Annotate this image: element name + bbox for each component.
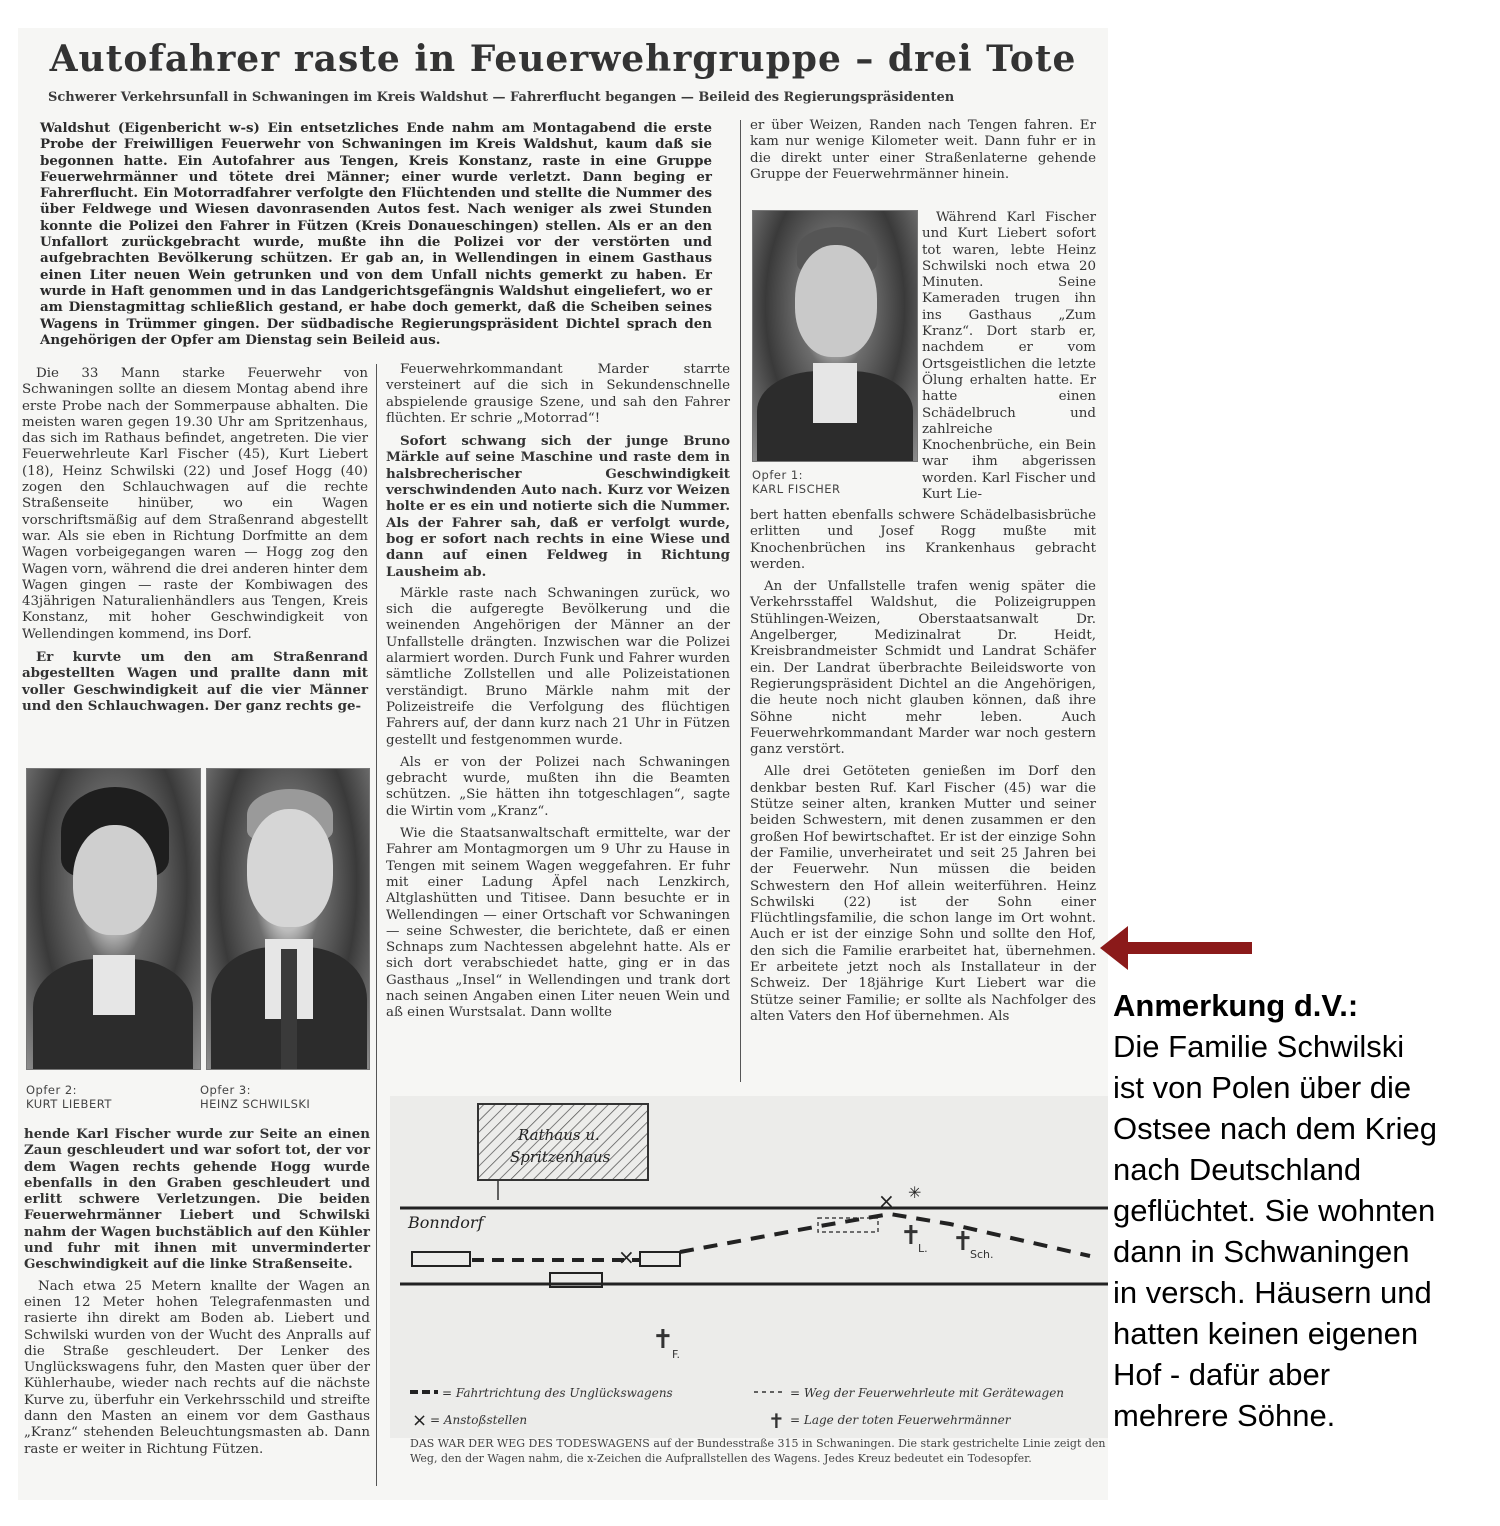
bonndorf-label: Bonndorf [408, 1213, 484, 1232]
paragraph: Er kurvte um den am Straßenrand abgestellten Wagen und prallte dann mit voller Geschwindigkeit auf die vier Männer und den Schlauchwagen. Der ganz rechts ge- [22, 649, 368, 714]
note-line: in versch. Häusern und [1113, 1275, 1432, 1310]
paragraph: Nach etwa 25 Metern knallte der Wagen an einen 12 Meter hohen Telegrafenmasten und rasierte ihn direkt am Boden ab. Liebert und Schwilski wurden von der Wucht des Anpralls auf die Straße geschleudert. Der Lenker des Unglückswagens fuhr, den Masten quer über der Kühlerhaube, wieder nach rechts auf die nächste Kurve zu, überfuhr ein Verkehrsschild und streifte dann den Masten an einem vor dem Gasthaus „Kranz“ stehenden Beleuchtungsmasten ab. Dann raste er weiter in Richtung Fützen. [24, 1278, 370, 1457]
paragraph: Alle drei Getöteten genießen im Dorf den denkbar besten Ruf. Karl Fischer (45) war die Stütze seiner alten, kranken Mutter und seiner beiden Schwestern, mit denen zusammen er den großen Hof bewirtschaftet. Er ist der einzige Sohn der Familie, unverheiratet und seit 25 Jahren bei der Feuerwehr. Nun müssen die beiden Schwestern den Hof allein weiterführen. Heinz Schwilski (22) ist der Sohn einer Flüchtlingsfamilie, die schon lange im Ort wohnt. Auch er ist der einzige Sohn und sollte den Hof, den sich die Familie erarbeitet hat, übernehmen. Er arbeitete jetzt noch als Installateur in der Schweiz. Der 18jährige Kurt Liebert war die Stütze seiner Familie; er sollte als Nachfolger des alten Vaters den Hof übernehmen. Als [750, 764, 1096, 1024]
note-line: hatten keinen eigenen [1113, 1316, 1419, 1351]
column-1-bottom [24, 1126, 370, 1464]
legend-x-icon: × [412, 1410, 428, 1431]
note-line: dann in Schwaningen [1113, 1234, 1410, 1269]
mast-icon: ✳ [908, 1183, 922, 1202]
subheadline: Schwerer Verkehrsunfall in Schwaningen im Kreis Waldshut — Fahrerflucht begangen — Beileid des Regierungspräsidenten [48, 90, 955, 105]
cross-label-sch: Sch. [970, 1248, 994, 1261]
paragraph: Märkle raste nach Schwaningen zurück, wo sich die aufgeregte Bevölkerung und die weinenden Angehörigen der Männer an der Unfallstelle drängten. Inzwischen war die Polizei alarmiert worden. Durch Funk und Fahrer wurden sämtliche Zollstellen und alle Polizeistationen verständigt. Bruno Märkle nahm mit der Polizeistreife die Verfolgung des flüchtigen Fahrers auf, der dann kurz nach 21 Uhr in Fützen gestellt und festgenommen wurde. [386, 585, 730, 748]
headline: Autofahrer raste in Feuerwehrgruppe – drei Tote [49, 38, 1077, 80]
editor-note [1113, 985, 1497, 1436]
impact-mark-1: × [618, 1245, 635, 1269]
note-line: ist von Polen über die [1113, 1070, 1412, 1105]
paragraph: Sofort schwang sich der junge Bruno Märkle auf seine Maschine und raste dem in halsbrecherischer Geschwindigkeit verschwindenden Auto nach. Kurz vor Weizen holte er es ein und notierte sich die Nummer. Als der Fahrer sah, daß er verfolgt wurde, bog er sofort nach rechts in eine Wiese und dann auf einen Feldweg in Richtung Lausheim ab. [386, 433, 730, 580]
column-rule [376, 364, 377, 1486]
photo-kurt-liebert [26, 768, 201, 1070]
photo-karl-fischer [752, 210, 918, 462]
column-2 [386, 362, 730, 1028]
caption-opfer-2: Opfer 2: KURT LIEBERT [26, 1083, 112, 1111]
paragraph: hende Karl Fischer wurde zur Seite an einen Zaun geschleudert und war sofort tot, der vor dem Wagen rechts gehende Hogg wurde ebenfalls in den Graben geschleudert und erlitt schwere Verletzungen. Die beiden Feuerwehrmänner Liebert und Schwilski nahm der Wagen buchstäblich auf den Kühler und fuhr mit ihnen mit unverminderter Geschwindigkeit auf die linke Straßenseite. [24, 1126, 370, 1273]
photo-heinz-schwilski [206, 768, 370, 1070]
diagram-caption: DAS WAR DER WEG DES TODESWAGENS auf der Bundesstraße 315 in Schwaningen. Die stark gestrichelte Linie zeigt den Weg, den der Wagen nahm, die x-Zeichen die Aufprallstellen des Wagens. Jedes Kreuz bedeutet ein Todesopfer. [410, 1437, 1106, 1465]
spritzenhaus-label: Spritzenhaus [510, 1148, 611, 1166]
note-line: Hof - dafür aber [1113, 1357, 1331, 1392]
column-3-top: er über Weizen, Randen nach Tengen fahren. Er kam nur wenige Kilometer weit. Dann fuhr er in die direkt unter einer Straßenlaterne gehende Gruppe der Feuerwehrmänner hinein. [750, 118, 1096, 182]
newspaper-clipping [18, 28, 1108, 1500]
caption-opfer-1: Opfer 1: KARL FISCHER [752, 468, 841, 496]
arrow-icon [1100, 920, 1256, 976]
rathaus-label: Rathaus u. [518, 1126, 600, 1144]
note-line: Ostsee nach dem Krieg [1113, 1111, 1437, 1146]
lead-paragraph: Waldshut (Eigenbericht w-s) Ein entsetzliches Ende nahm am Montagabend die erste Probe der Freiwilligen Feuerwehr von Schwaningen im Kreis Waldshut, kaum daß sie begonnen hatte. Ein Autofahrer aus Tengen, Kreis Konstanz, raste in eine Gruppe Feuerwehrmänner und tötete drei Männer; einer wurde verletzt. Dann beging er Fahrerflucht. Ein Motorradfahrer verfolgte den Flüchtenden und stellte die Nummer des über Feldwege und Wiesen davonrasenden Autos fest. Nach weniger als zwei Stunden konnte die Polizei den Fahrer in Fützen (Kreis Donaueschingen) stellen. Als er an den Unfallort zurückgebracht wurde, mußte ihn die Polizei vor der verstörten und aufgebrachten Bevölkerung schützen. Er gab an, in Wellendingen in einem Gasthaus einen Liter neuen Wein getrunken und von dem Unfall nichts gemerkt zu haben. Er wurde in Haft genommen und in das Landgerichtsgefängnis Waldshut eingeliefert, wo er am Dienstagmittag schließlich gestand, er habe doch gemerkt, daß die Scheiben seines Wagens in Trümmer gingen. Der südbadische Regierungspräsident Dichtel sprach den Angehörigen der Opfer am Dienstag sein Beileid aus. [40, 120, 712, 348]
paragraph: An der Unfallstelle trafen wenig später die Verkehrsstaffel Waldshut, die Polizeigruppen Stühlingen-Weizen, Oberstaatsanwalt Dr. Angelberger, Medizinalrat Dr. Heidt, Kreisbrandmeister Schmidt und Landrat Schäfer ein. Der Landrat überbrachte Beileidsworte von Regierungspräsident Dichtel an die Angehörigen, die heute noch nicht glauben können, daß ihre Söhne nicht mehr leben. Auch Feuerwehrkommandant Marder war noch gestern ganz verstört. [750, 579, 1096, 758]
column-3-rest [750, 508, 1096, 1031]
column-1-top [22, 366, 368, 720]
paragraph: bert hatten ebenfalls schwere Schädelbasisbrüche erlitten und Josef Rogg mußte mit Knochenbrüchen ins Krankenhaus gebracht werden. [750, 508, 1096, 572]
column-rule [740, 120, 741, 1082]
cross-label-l: L. [918, 1242, 928, 1255]
paragraph: Feuerwehrkommandant Marder starrte versteinert auf die sich in Sekundenschnelle abspielende grausige Szene, und sah den Fahrer flüchten. Er schrie „Motorrad“! [386, 362, 730, 426]
cross-icon: ✝ [952, 1227, 974, 1257]
note-line: geflüchtet. Sie wohnten [1113, 1193, 1436, 1228]
note-title: Anmerkung d.V.: [1113, 988, 1359, 1023]
cross-label-f: F. [672, 1348, 681, 1361]
caption-opfer-3: Opfer 3: HEINZ SCHWILSKI [200, 1083, 311, 1111]
impact-mark-2: × [878, 1189, 895, 1213]
accident-route-diagram [390, 1096, 1108, 1438]
legend-dead: = Lage der toten Feuerwehrmänner [790, 1413, 1011, 1427]
cross-icon: ✝ [900, 1221, 922, 1251]
paragraph: Als er von der Polizei nach Schwaningen gebracht wurde, mußten ihn die Beamten schützen. „Sie hätten ihn totgeschlagen“, sagte die Wirtin vom „Kranz“. [386, 754, 730, 819]
legend-cross-icon: ✝ [768, 1409, 785, 1433]
note-line: mehrere Söhne. [1113, 1398, 1336, 1433]
column-3-beside-photo: Während Karl Fischer und Kurt Liebert sofort tot waren, lebte Heinz Schwilski noch etwa 20 Minuten. Seine Kameraden trugen ihn ins Gasthaus „Zum Kranz“. Dort starb er, nachdem er vom Ortsgeistlichen die letzte Ölung erhalten hatte. Er hatte einen Schädelbruch und zahlreiche Knochenbrüche, ein Bein war ihm abgerissen worden. Karl Fischer und Kurt Lie- [922, 210, 1096, 503]
note-line: nach Deutschland [1113, 1152, 1362, 1187]
legend-car-route: = Fahrtrichtung des Unglückswagens [442, 1386, 673, 1400]
cross-icon: ✝ [652, 1325, 674, 1355]
paragraph: Die 33 Mann starke Feuerwehr von Schwaningen sollte an diesem Montag abend ihre erste Probe nach der Sommerpause abhalten. Die meisten waren gegen 19.30 Uhr am Spritzenhaus, das sich im Rathaus befindet, angetreten. Die vier Feuerwehrleute Karl Fischer (45), Kurt Liebert (18), Heinz Schwilski (22) und Josef Hogg (40) zogen den Schlauchwagen auf die rechte Straßenseite hinüber, wo ein Wagen vorschriftsmäßig auf dem Straßenrand abgestellt war. Als sie eben in Richtung Dorfmitte an dem Wagen vorbeigegangen waren — Hogg zog den Wagen vorn, während die drei anderen hinter dem Wagen gingen — raste der Kombiwagen des 43jährigen Naturalienhändlers aus Tengen, Kreis Konstanz, mit hoher Geschwindigkeit von Wellendingen kommend, ins Dorf. [22, 366, 368, 642]
note-line: Die Familie Schwilski [1113, 1029, 1405, 1064]
legend-firemen-route: = Weg der Feuerwehrleute mit Gerätewagen [790, 1386, 1065, 1400]
legend-impact: = Anstoßstellen [430, 1413, 528, 1427]
paragraph: Wie die Staatsanwaltschaft ermittelte, war der Fahrer am Montagmorgen um 9 Uhr zu Hause in Tengen mit seinem Wagen weggefahren. Er fuhr mit einer Ladung Äpfel nach Lenzkirch, Altglashütten und Titisee. Dann besuchte er in Wellendingen — einer Ortschaft vor Schwaningen — seine Schwester, die berichtete, daß er einen Schnaps zum Nachtessen abgelehnt hatte. Als er sich dort verabschiedet hatte, ging er in das Gasthaus „Insel“ in Wellendingen und trank dort nach seinen Angaben einen Liter neuen Wein und aß einen Wurstsalat. Dann wollte [386, 826, 730, 1021]
